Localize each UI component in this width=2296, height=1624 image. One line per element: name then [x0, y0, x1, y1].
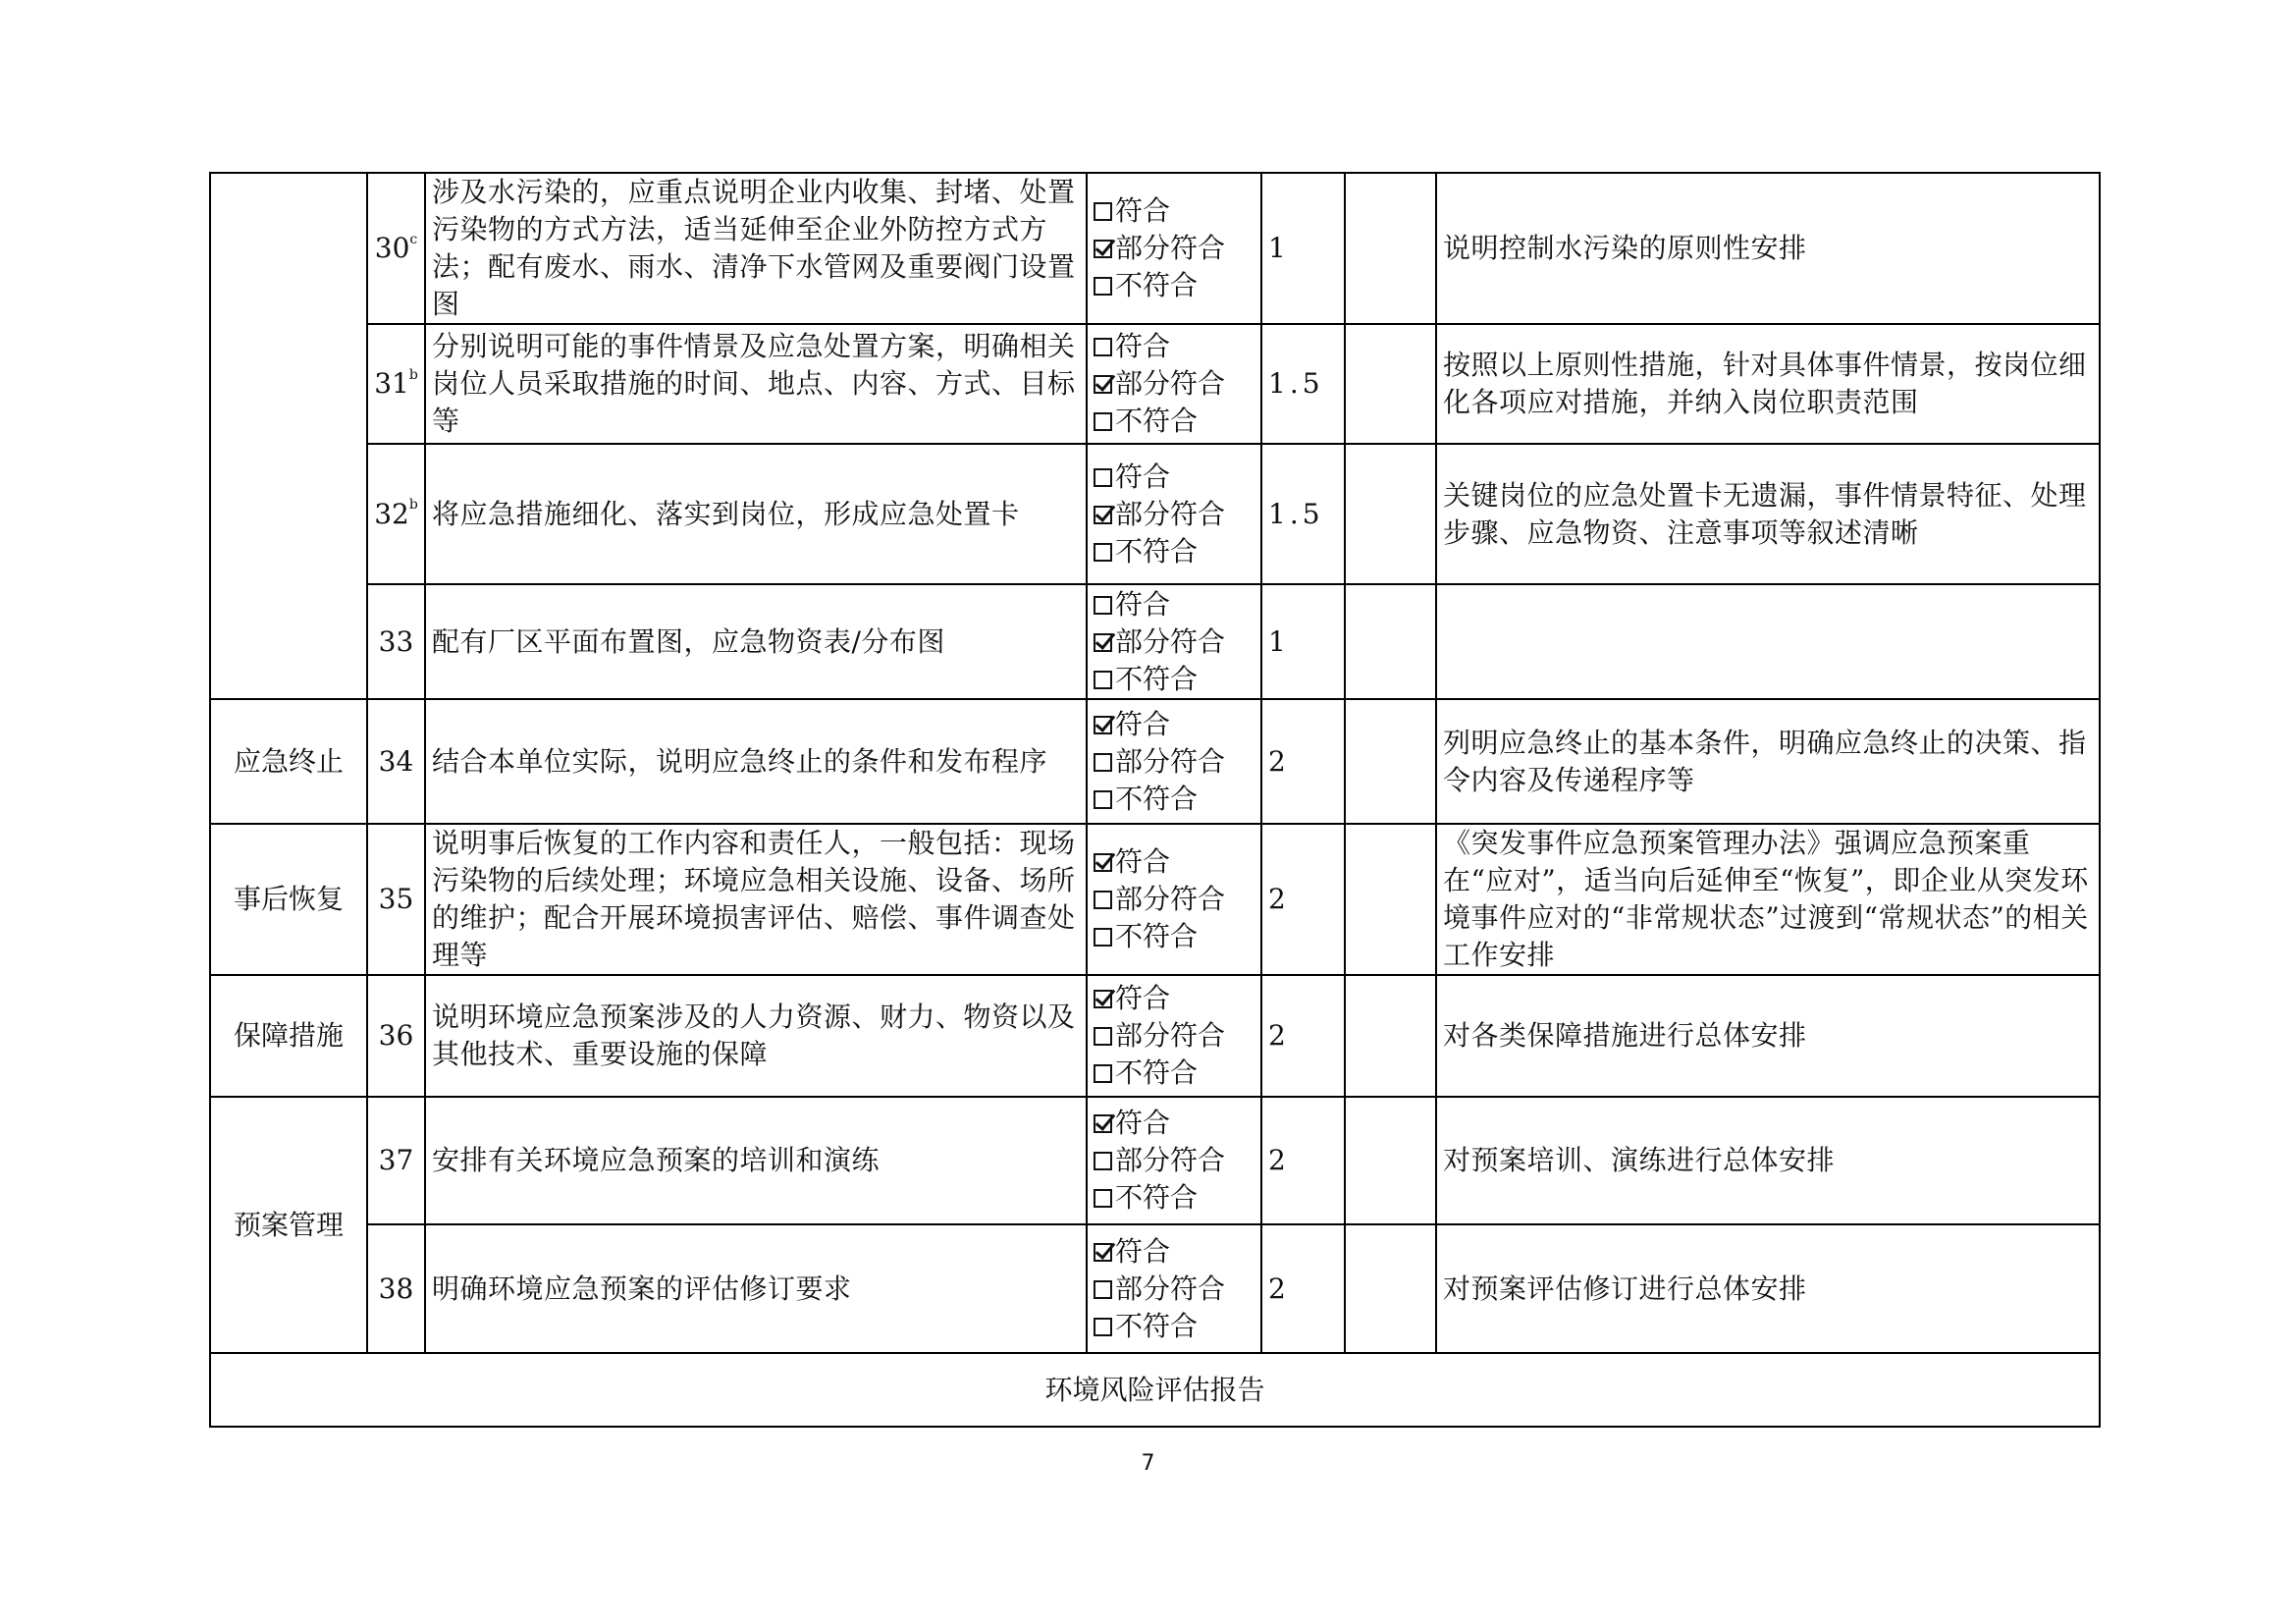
blank-cell — [1345, 173, 1436, 324]
score-cell: 1 — [1261, 584, 1345, 699]
checked-box-icon[interactable] — [1094, 716, 1112, 734]
checked-box-icon[interactable] — [1094, 375, 1112, 394]
checked-box-icon[interactable] — [1094, 1243, 1112, 1262]
requirement-text: 涉及水污染的，应重点说明企业内收集、封堵、处置污染物的方式方法，适当延伸至企业外防控方式方法；配有废水、雨水、清净下水管网及重要阀门设置图 — [425, 173, 1087, 324]
blank-cell — [1345, 1097, 1436, 1224]
blank-cell — [1345, 444, 1436, 584]
blank-cell — [1345, 324, 1436, 444]
checkbox-icon[interactable] — [1094, 1064, 1112, 1083]
option-comply[interactable]: 符合 — [1094, 192, 1255, 230]
category-label: 保障措施 — [210, 975, 367, 1097]
option-not-comply[interactable]: 不符合 — [1094, 403, 1255, 440]
option-partial[interactable]: 部分符合 — [1094, 743, 1255, 781]
checkbox-icon[interactable] — [1094, 1189, 1112, 1208]
item-number: 34 — [367, 699, 425, 824]
option-comply[interactable]: 符合 — [1094, 1105, 1255, 1142]
option-comply[interactable]: 符合 — [1094, 980, 1255, 1017]
requirement-text: 安排有关环境应急预案的培训和演练 — [425, 1097, 1087, 1224]
option-not-comply[interactable]: 不符合 — [1094, 1308, 1255, 1345]
blank-cell — [1345, 824, 1436, 975]
blank-cell — [1345, 975, 1436, 1097]
checkbox-icon[interactable] — [1094, 202, 1112, 221]
table-row — [210, 1224, 2100, 1353]
compliance-options — [1087, 975, 1261, 1097]
note-text: 对各类保障措施进行总体安排 — [1436, 975, 2100, 1097]
item-number: 31$^b$ — [367, 324, 425, 444]
option-comply[interactable]: 符合 — [1094, 1233, 1255, 1271]
document-page — [209, 172, 2099, 1425]
item-number: 36 — [367, 975, 425, 1097]
requirement-text: 明确环境应急预案的评估修订要求 — [425, 1224, 1087, 1353]
score-cell: 2 — [1261, 975, 1345, 1097]
option-comply[interactable]: 符合 — [1094, 328, 1255, 365]
item-number: 30$^c$ — [367, 173, 425, 324]
checkbox-icon[interactable] — [1094, 468, 1112, 487]
requirement-text: 结合本单位实际，说明应急终止的条件和发布程序 — [425, 699, 1087, 824]
section-heading: 环境风险评估报告 — [210, 1353, 2100, 1427]
option-partial[interactable]: 部分符合 — [1094, 881, 1255, 918]
checkbox-icon[interactable] — [1094, 790, 1112, 809]
checked-box-icon[interactable] — [1094, 990, 1112, 1008]
score-cell: 2 — [1261, 824, 1345, 975]
review-table — [209, 172, 2101, 1428]
score-cell: 2 — [1261, 699, 1345, 824]
option-comply[interactable]: 符合 — [1094, 706, 1255, 743]
score-cell: 1.5 — [1261, 444, 1345, 584]
option-comply[interactable]: 符合 — [1094, 843, 1255, 881]
option-partial[interactable]: 部分符合 — [1094, 1271, 1255, 1308]
checkbox-icon[interactable] — [1094, 277, 1112, 296]
compliance-options — [1087, 699, 1261, 824]
compliance-options — [1087, 1224, 1261, 1353]
compliance-options — [1087, 824, 1261, 975]
note-text: 按照以上原则性措施，针对具体事件情景，按岗位细化各项应对措施，并纳入岗位职责范围 — [1436, 324, 2100, 444]
category-label: 应急终止 — [210, 699, 367, 824]
compliance-options — [1087, 324, 1261, 444]
checkbox-icon[interactable] — [1094, 1027, 1112, 1046]
score-cell: 1.5 — [1261, 324, 1345, 444]
note-text: 《突发事件应急预案管理办法》强调应急预案重在“应对”，适当向后延伸至“恢复”，即企业从突发环境事件应对的“非常规状态”过渡到“常规状态”的相关工作安排 — [1436, 824, 2100, 975]
checkbox-icon[interactable] — [1094, 1152, 1112, 1170]
note-text: 对预案培训、演练进行总体安排 — [1436, 1097, 2100, 1224]
requirement-text: 将应急措施细化、落实到岗位，形成应急处置卡 — [425, 444, 1087, 584]
option-partial[interactable]: 部分符合 — [1094, 1017, 1255, 1055]
option-not-comply[interactable]: 不符合 — [1094, 1179, 1255, 1217]
note-text — [1436, 584, 2100, 699]
item-number: 38 — [367, 1224, 425, 1353]
checkbox-icon[interactable] — [1094, 338, 1112, 356]
checkbox-icon[interactable] — [1094, 596, 1112, 615]
checkbox-icon[interactable] — [1094, 1318, 1112, 1336]
option-not-comply[interactable]: 不符合 — [1094, 1055, 1255, 1092]
option-partial[interactable]: 部分符合 — [1094, 230, 1255, 267]
score-cell: 2 — [1261, 1224, 1345, 1353]
note-text: 对预案评估修订进行总体安排 — [1436, 1224, 2100, 1353]
compliance-options — [1087, 173, 1261, 324]
checkbox-icon[interactable] — [1094, 753, 1112, 772]
score-cell: 2 — [1261, 1097, 1345, 1224]
section-row — [210, 1353, 2100, 1427]
score-cell: 1 — [1261, 173, 1345, 324]
compliance-options — [1087, 444, 1261, 584]
option-not-comply[interactable]: 不符合 — [1094, 533, 1255, 570]
table-row — [210, 699, 2100, 824]
note-text: 说明控制水污染的原则性安排 — [1436, 173, 2100, 324]
option-partial[interactable]: 部分符合 — [1094, 623, 1255, 661]
option-not-comply[interactable]: 不符合 — [1094, 918, 1255, 955]
item-number: 32$^b$ — [367, 444, 425, 584]
table-row — [210, 975, 2100, 1097]
option-comply[interactable]: 符合 — [1094, 459, 1255, 496]
blank-cell — [1345, 1224, 1436, 1353]
checked-box-icon[interactable] — [1094, 506, 1112, 524]
category-label: 预案管理 — [210, 1097, 367, 1353]
item-number: 37 — [367, 1097, 425, 1224]
note-text: 列明应急终止的基本条件，明确应急终止的决策、指令内容及传递程序等 — [1436, 699, 2100, 824]
checked-box-icon[interactable] — [1094, 633, 1112, 652]
table-row — [210, 444, 2100, 584]
option-not-comply[interactable]: 不符合 — [1094, 267, 1255, 304]
checkbox-icon[interactable] — [1094, 891, 1112, 909]
requirement-text: 说明事后恢复的工作内容和责任人，一般包括：现场污染物的后续处理；环境应急相关设施、设备、场所的维护；配合开展环境损害评估、赔偿、事件调查处理等 — [425, 824, 1087, 975]
note-text: 关键岗位的应急处置卡无遗漏，事件情景特征、处理步骤、应急物资、注意事项等叙述清晰 — [1436, 444, 2100, 584]
category-cell-empty — [210, 173, 367, 699]
page-number: 7 — [1141, 1451, 1155, 1476]
item-number: 35 — [367, 824, 425, 975]
checked-box-icon[interactable] — [1094, 240, 1112, 258]
compliance-options — [1087, 584, 1261, 699]
option-comply[interactable]: 符合 — [1094, 586, 1255, 623]
table-row — [210, 324, 2100, 444]
category-label: 事后恢复 — [210, 824, 367, 975]
option-partial[interactable]: 部分符合 — [1094, 1142, 1255, 1179]
table-row — [210, 584, 2100, 699]
checkbox-icon[interactable] — [1094, 412, 1112, 431]
checkbox-icon[interactable] — [1094, 671, 1112, 689]
checkbox-icon[interactable] — [1094, 928, 1112, 947]
checkbox-icon[interactable] — [1094, 543, 1112, 562]
option-not-comply[interactable]: 不符合 — [1094, 781, 1255, 818]
table-row — [210, 1097, 2100, 1224]
checkbox-icon[interactable] — [1094, 1280, 1112, 1299]
option-partial[interactable]: 部分符合 — [1094, 496, 1255, 533]
item-number: 33 — [367, 584, 425, 699]
table-row — [210, 824, 2100, 975]
option-not-comply[interactable]: 不符合 — [1094, 661, 1255, 698]
blank-cell — [1345, 699, 1436, 824]
checked-box-icon[interactable] — [1094, 1114, 1112, 1133]
checked-box-icon[interactable] — [1094, 853, 1112, 872]
table-row — [210, 173, 2100, 324]
requirement-text: 分别说明可能的事件情景及应急处置方案，明确相关岗位人员采取措施的时间、地点、内容、方式、目标等 — [425, 324, 1087, 444]
blank-cell — [1345, 584, 1436, 699]
requirement-text: 配有厂区平面布置图，应急物资表/分布图 — [425, 584, 1087, 699]
compliance-options — [1087, 1097, 1261, 1224]
requirement-text: 说明环境应急预案涉及的人力资源、财力、物资以及其他技术、重要设施的保障 — [425, 975, 1087, 1097]
option-partial[interactable]: 部分符合 — [1094, 365, 1255, 403]
